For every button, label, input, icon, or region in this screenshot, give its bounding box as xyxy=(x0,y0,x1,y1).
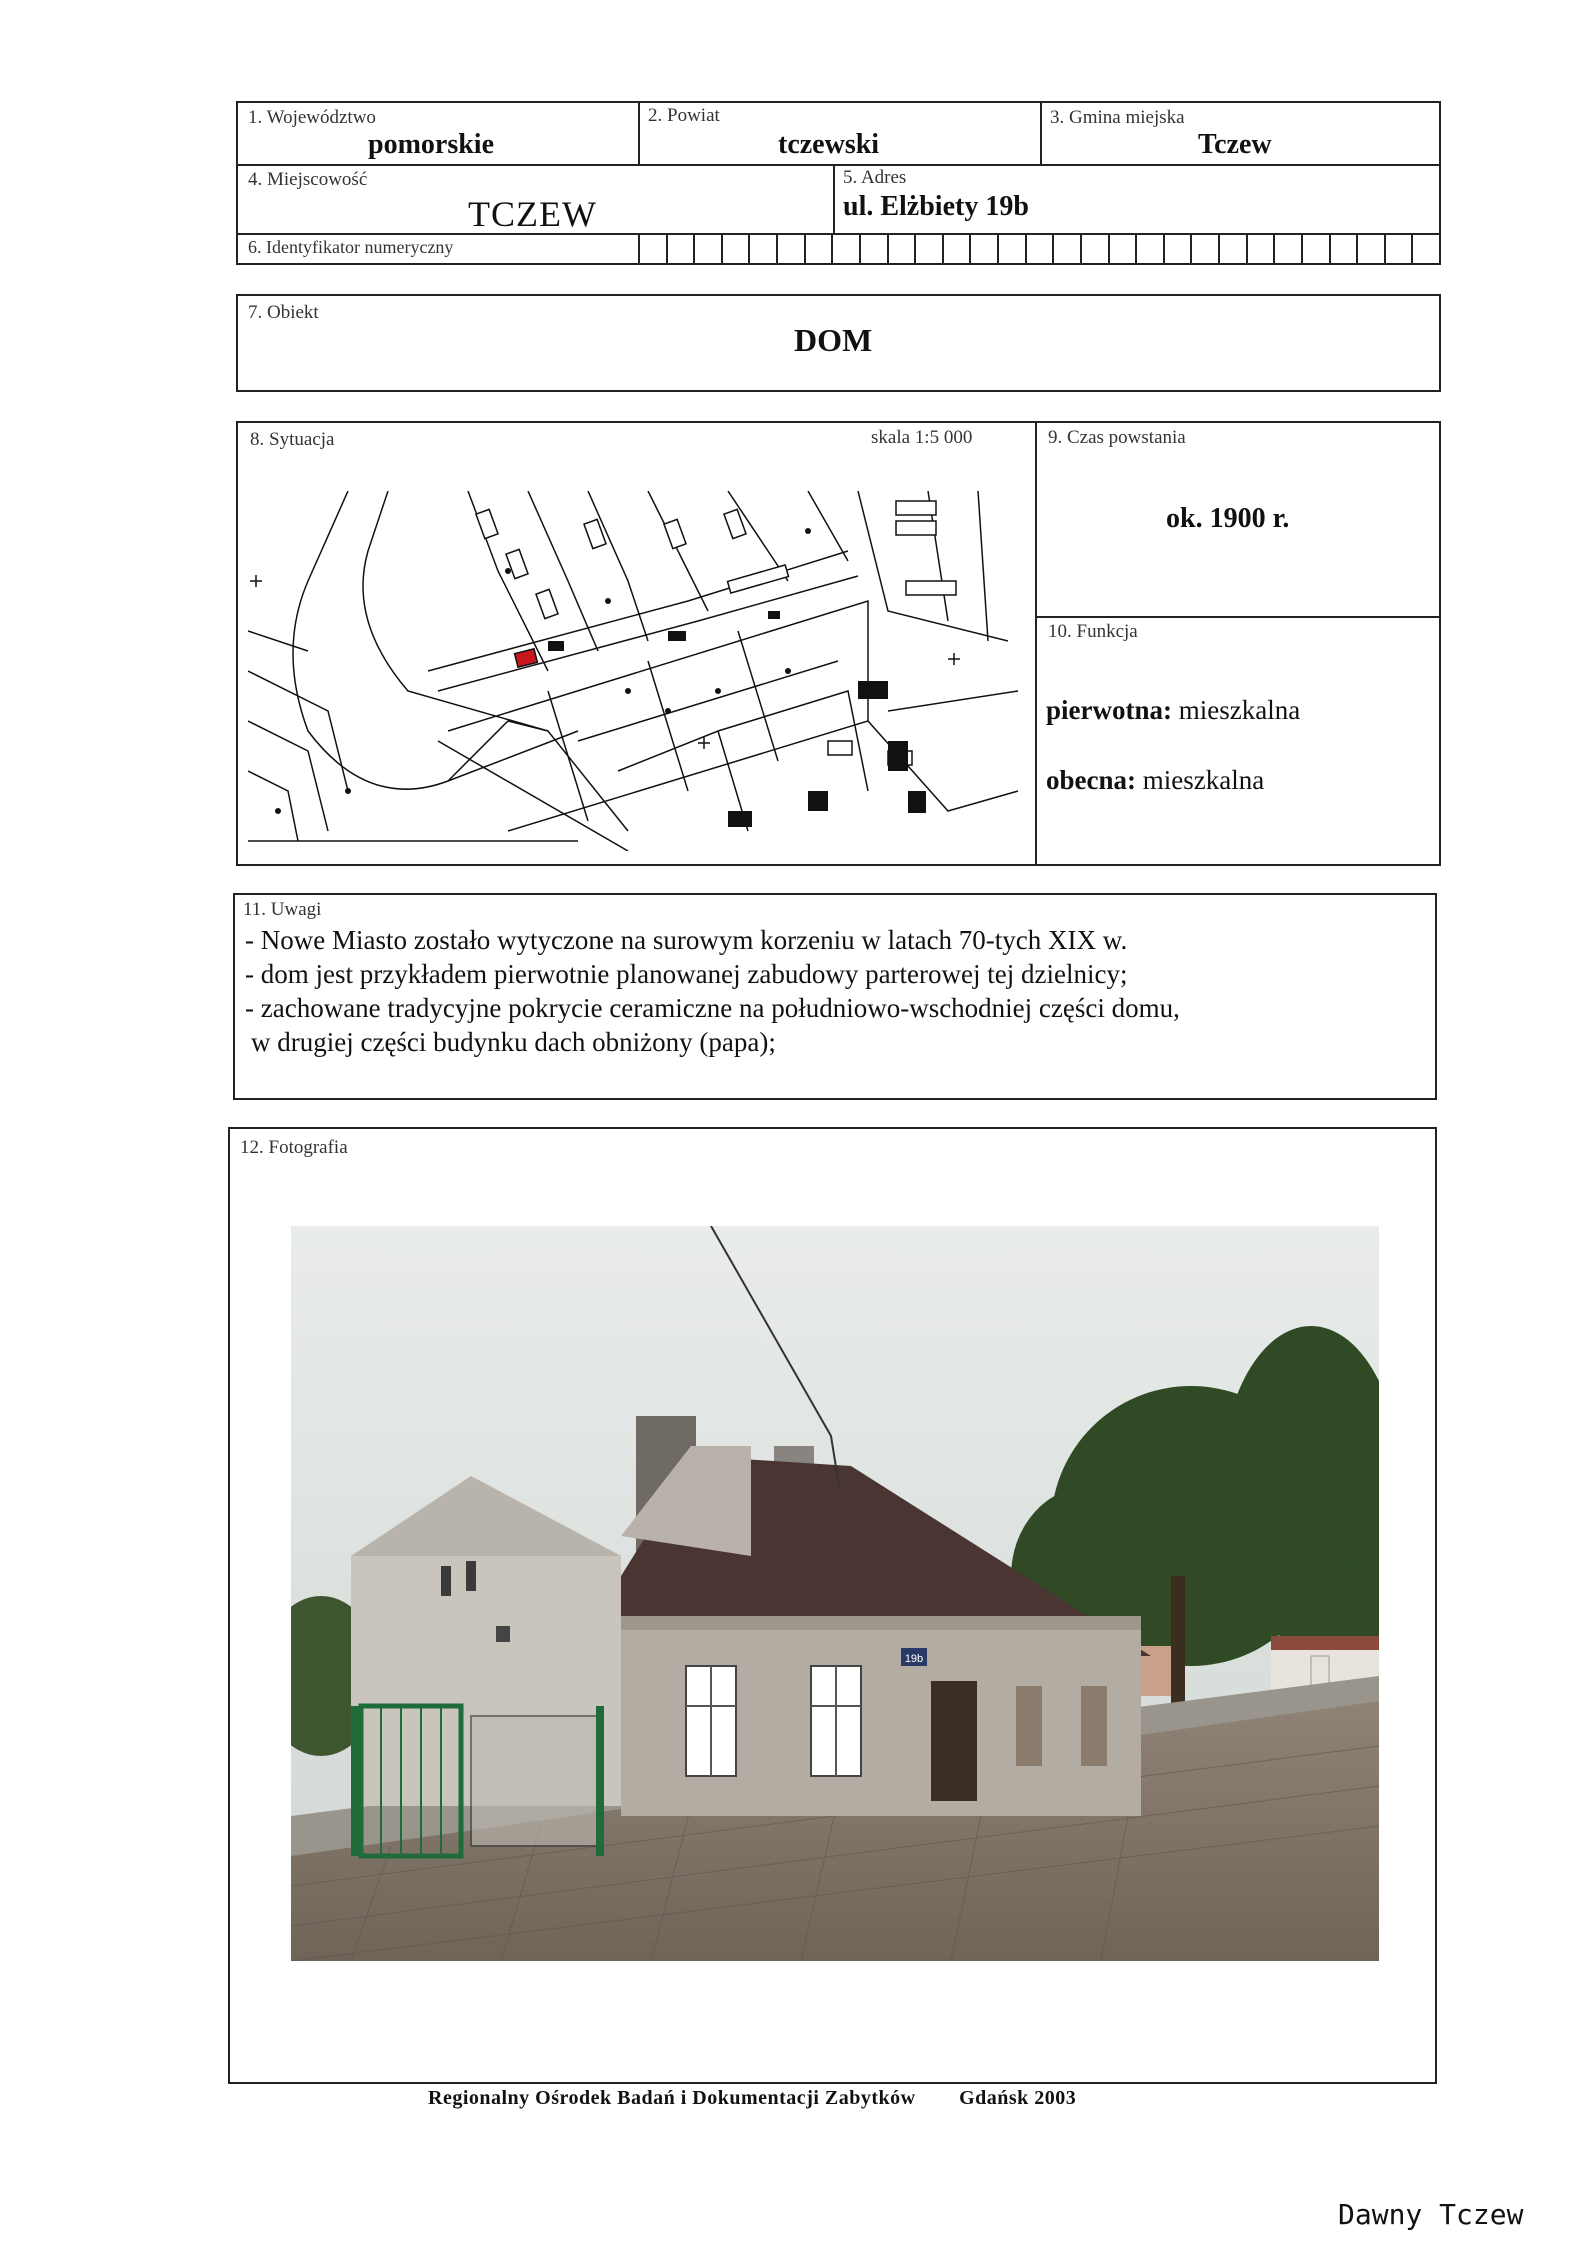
czas-funkcja-divider xyxy=(1035,616,1439,618)
map-street-3 xyxy=(448,721,628,831)
photo-blind-window-2 xyxy=(1081,1686,1107,1766)
identyfikator-cell xyxy=(776,233,804,263)
map-building-17 xyxy=(888,741,908,771)
gmina-value: Tczew xyxy=(1198,129,1272,160)
map-building-13 xyxy=(548,641,564,651)
identyfikator-cell xyxy=(1301,233,1329,263)
situation-map xyxy=(248,491,1028,851)
adres-label: 5. Adres xyxy=(843,167,907,188)
map-dot-1 xyxy=(505,568,511,574)
identyfikator-cell xyxy=(1246,233,1274,263)
header-col-3 xyxy=(833,164,835,233)
identyfikator-cell xyxy=(969,233,997,263)
uwagi-line-1: - Nowe Miasto zostało wytyczone na surowym korzeniu w latach 70-tych XIX w. xyxy=(245,925,1128,955)
obecna-value: mieszkalna xyxy=(1142,765,1265,795)
adres-value: ul. Elżbiety 19b xyxy=(843,191,1029,222)
photo-cornice xyxy=(621,1616,1141,1630)
identyfikator-cell xyxy=(914,233,942,263)
map-upper-4 xyxy=(648,491,708,611)
identyfikator-cell xyxy=(942,233,970,263)
pierwotna-value: mieszkalna xyxy=(1178,695,1301,725)
map-plot-3 xyxy=(738,631,778,761)
map-left-2 xyxy=(248,671,348,791)
map-plot-2 xyxy=(648,661,688,791)
miejscowosc-value: TCZEW xyxy=(468,194,597,234)
identyfikator-cell xyxy=(859,233,887,263)
photo-distant-roof xyxy=(1271,1636,1379,1650)
map-building-2 xyxy=(506,549,528,578)
wojewodztwo-value: pomorskie xyxy=(368,129,494,160)
gmina-label: 3. Gmina miejska xyxy=(1050,107,1185,128)
map-building-14 xyxy=(668,631,686,641)
map-dot-8 xyxy=(345,788,351,794)
funkcja-pierwotna xyxy=(1046,695,1300,726)
map-dot-7 xyxy=(625,688,631,694)
map-building-5 xyxy=(664,519,686,548)
header-col-1 xyxy=(638,103,640,164)
identyfikator-cell xyxy=(831,233,859,263)
identyfikator-cell xyxy=(1108,233,1136,263)
map-dot-4 xyxy=(665,708,671,714)
map-building-3 xyxy=(536,589,558,618)
map-building-18 xyxy=(728,811,752,827)
map-upper-6 xyxy=(808,491,848,561)
identyfikator-cells xyxy=(638,233,1439,263)
map-right-3 xyxy=(978,491,988,641)
map-upper-3 xyxy=(588,491,648,641)
identyfikator-cell xyxy=(1411,233,1439,263)
identyfikator-cell xyxy=(748,233,776,263)
sytuacja-divider xyxy=(1035,423,1037,864)
map-building-11 xyxy=(828,741,852,755)
map-plot-1 xyxy=(548,691,588,821)
obecna-label: obecna: xyxy=(1046,765,1136,795)
identyfikator-cell xyxy=(1218,233,1246,263)
photo-door xyxy=(931,1681,977,1801)
header-col-2 xyxy=(1040,103,1042,164)
identyfikator-cell xyxy=(1356,233,1384,263)
map-cross-3 xyxy=(948,653,960,665)
uwagi-line-3: - zachowane tradycyjne pokrycie ceramiczne na południowo-wschodniej części domu, xyxy=(245,993,1180,1023)
map-dot-6 xyxy=(785,668,791,674)
house-photo xyxy=(291,1226,1379,1961)
identyfikator-cell xyxy=(666,233,694,263)
map-upper-2 xyxy=(528,491,598,651)
miejscowosc-label: 4. Miejscowość xyxy=(248,169,368,190)
footer-institution: Regionalny Ośrodek Badań i Dokumentacji Zabytków xyxy=(428,2087,916,2109)
photo-gable-window-2 xyxy=(466,1561,476,1591)
uwagi-line-2: - dom jest przykładem pierwotnie planowanej zabudowy parterowej tej dzielnicy; xyxy=(245,959,1128,989)
photo-house-number: 19b xyxy=(904,1653,924,1665)
funkcja-obecna xyxy=(1046,765,1264,796)
map-left-3 xyxy=(248,721,328,831)
identyfikator-cell xyxy=(638,233,666,263)
map-dot-2 xyxy=(605,598,611,604)
uwagi-label: 11. Uwagi xyxy=(243,899,322,920)
sytuacja-label: 8. Sytuacja xyxy=(250,429,335,450)
map-building-7 xyxy=(896,501,936,515)
identyfikator-cell xyxy=(1384,233,1412,263)
obiekt-value: DOM xyxy=(794,322,873,358)
pierwotna-label: pierwotna: xyxy=(1046,695,1172,725)
map-building-8 xyxy=(896,521,936,535)
map-building-16 xyxy=(858,681,888,699)
photo-gable-window-1 xyxy=(441,1566,451,1596)
watermark-signature: Dawny Tczew xyxy=(1338,2198,1524,2231)
identyfikator-cell xyxy=(887,233,915,263)
fotografia-label: 12. Fotografia xyxy=(240,1137,348,1158)
map-dot-5 xyxy=(715,688,721,694)
map-building-1 xyxy=(476,509,498,538)
footer-place-year: Gdańsk 2003 xyxy=(959,2087,1077,2109)
map-left-1 xyxy=(248,631,308,651)
funkcja-label: 10. Funkcja xyxy=(1048,621,1138,642)
sytuacja-box xyxy=(236,421,1441,866)
powiat-label: 2. Powiat xyxy=(648,105,720,126)
czas-label: 9. Czas powstania xyxy=(1048,427,1186,448)
identyfikator-cell xyxy=(1163,233,1191,263)
identyfikator-cell xyxy=(693,233,721,263)
identyfikator-cell xyxy=(997,233,1025,263)
identyfikator-cell xyxy=(1025,233,1053,263)
map-right-4 xyxy=(888,691,1018,711)
wojewodztwo-label: 1. Województwo xyxy=(248,107,376,128)
map-building-10 xyxy=(728,565,789,593)
map-building-15 xyxy=(768,611,780,619)
identyfikator-cell xyxy=(721,233,749,263)
map-dot-9 xyxy=(275,808,281,814)
czas-value: ok. 1900 r. xyxy=(1166,503,1290,534)
uwagi-line-4: w drugiej części budynku dach obniżony (papa); xyxy=(251,1027,776,1057)
header-box xyxy=(236,101,1441,265)
map-plot-4 xyxy=(578,661,838,741)
identyfikator-cell xyxy=(804,233,832,263)
map-building-9 xyxy=(906,581,956,595)
identyfikator-cell xyxy=(1329,233,1357,263)
sytuacja-scale: skala 1:5 000 xyxy=(871,427,973,448)
identyfikator-cell xyxy=(1273,233,1301,263)
map-building-19 xyxy=(808,791,828,811)
uwagi-box xyxy=(233,893,1437,1100)
identyfikator-cell xyxy=(1190,233,1218,263)
identyfikator-label: 6. Identyfikator numeryczny xyxy=(248,237,454,257)
powiat-value: tczewski xyxy=(778,129,880,160)
map-building-20 xyxy=(908,791,926,813)
map-street-2 xyxy=(363,491,548,731)
identyfikator-cell xyxy=(1135,233,1163,263)
map-left-4 xyxy=(248,771,298,841)
identyfikator-cell xyxy=(1052,233,1080,263)
photo-blind-window-1 xyxy=(1016,1686,1042,1766)
photo-gable-box xyxy=(496,1626,510,1642)
identyfikator-cell xyxy=(1080,233,1108,263)
footer xyxy=(428,2087,1076,2110)
obiekt-box xyxy=(236,294,1441,392)
map-cross-1 xyxy=(250,575,262,587)
header-divider-1 xyxy=(238,164,1439,166)
map-dot-3 xyxy=(805,528,811,534)
obiekt-label: 7. Obiekt xyxy=(248,302,319,323)
fotografia-box xyxy=(228,1127,1437,2084)
